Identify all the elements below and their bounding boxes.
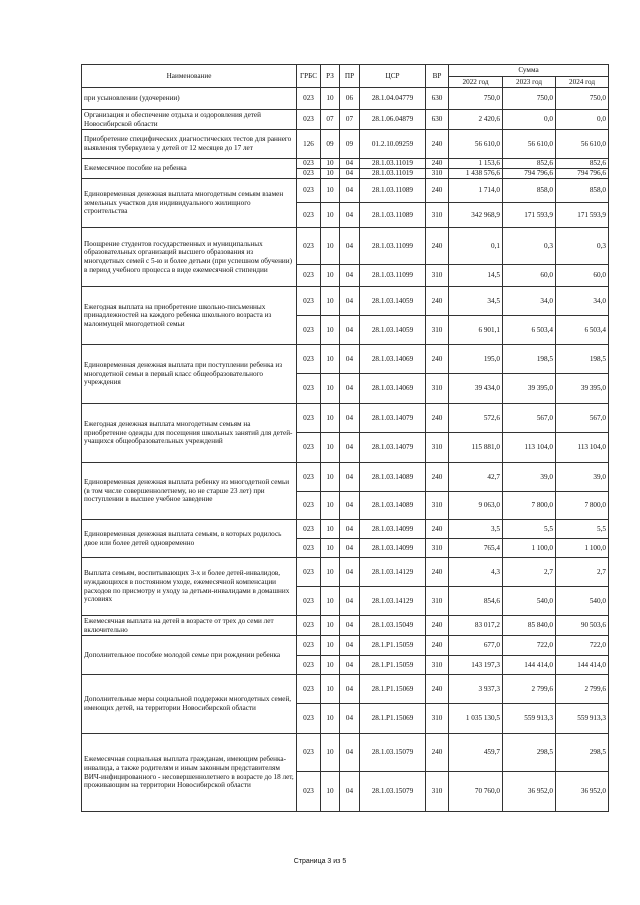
cell-vr: 240 xyxy=(426,287,449,316)
header-grbs: ГРБС xyxy=(297,65,321,88)
table-row xyxy=(82,558,609,587)
cell-rz: 10 xyxy=(321,203,340,228)
cell-vr: 310 xyxy=(426,203,449,228)
cell-grbs: 023 xyxy=(297,345,321,374)
cell-rz: 10 xyxy=(321,492,340,520)
cell-vr: 310 xyxy=(426,587,449,616)
cell-sum-2022: 572,6 xyxy=(449,404,503,433)
cell-sum-2024: 90 503,6 xyxy=(556,616,609,636)
cell-sum-2023: 36 952,0 xyxy=(503,772,556,812)
cell-pr: 04 xyxy=(340,265,360,287)
cell-sum-2023: 540,0 xyxy=(503,587,556,616)
cell-rz: 10 xyxy=(321,734,340,772)
row-name: при усыновлении (удочерении) xyxy=(82,88,297,110)
cell-sum-2024: 794 796,6 xyxy=(556,169,609,179)
cell-rz: 10 xyxy=(321,374,340,404)
cell-grbs: 126 xyxy=(297,130,321,159)
cell-sum-2024: 559 913,3 xyxy=(556,704,609,734)
cell-sum-2022: 143 197,3 xyxy=(449,656,503,675)
cell-csr: 28.1.04.04779 xyxy=(360,88,426,110)
cell-sum-2022: 42,7 xyxy=(449,463,503,492)
cell-sum-2023: 5,5 xyxy=(503,520,556,539)
cell-sum-2022: 0,1 xyxy=(449,228,503,265)
cell-sum-2024: 7 800,0 xyxy=(556,492,609,520)
cell-grbs: 023 xyxy=(297,492,321,520)
cell-vr: 240 xyxy=(426,228,449,265)
cell-sum-2023: 113 104,0 xyxy=(503,433,556,463)
table-row xyxy=(82,675,609,704)
row-name: Организация и обеспечение отдыха и оздоровления детей Новосибирской области xyxy=(82,110,297,130)
cell-grbs: 023 xyxy=(297,587,321,616)
cell-sum-2023: 85 840,0 xyxy=(503,616,556,636)
row-name: Дополнительные меры социальной поддержки многодетных семей, имеющих детей, на территории Новосибирской области xyxy=(82,675,297,734)
cell-sum-2024: 298,5 xyxy=(556,734,609,772)
cell-pr: 04 xyxy=(340,433,360,463)
cell-sum-2024: 56 610,0 xyxy=(556,130,609,159)
cell-pr: 07 xyxy=(340,110,360,130)
cell-pr: 04 xyxy=(340,169,360,179)
cell-pr: 04 xyxy=(340,179,360,203)
header-name: Наименование xyxy=(82,65,297,88)
cell-vr: 240 xyxy=(426,616,449,636)
cell-rz: 10 xyxy=(321,636,340,656)
cell-sum-2024: 540,0 xyxy=(556,587,609,616)
header-year-2022: 2022 год xyxy=(449,77,503,88)
cell-pr: 04 xyxy=(340,772,360,812)
cell-sum-2024: 852,6 xyxy=(556,159,609,169)
cell-csr: 28.1.P1.15069 xyxy=(360,704,426,734)
cell-rz: 10 xyxy=(321,772,340,812)
cell-sum-2024: 0,0 xyxy=(556,110,609,130)
cell-pr: 04 xyxy=(340,539,360,558)
cell-vr: 310 xyxy=(426,374,449,404)
cell-vr: 240 xyxy=(426,345,449,374)
cell-vr: 240 xyxy=(426,734,449,772)
cell-sum-2024: 722,0 xyxy=(556,636,609,656)
cell-pr: 04 xyxy=(340,704,360,734)
cell-pr: 04 xyxy=(340,616,360,636)
row-name: Выплата семьям, воспитывающих 3-х и более детей-инвалидов, нуждающихся в постоянном уходе, ежемесячной компенсации расходов по присмотру и уходу за детьми-инвалидами в домашних условиях xyxy=(82,558,297,616)
row-name: Единовременная денежная выплата ребенку из многодетной семьи (в том числе совершеннолетнему, но не старше 23 лет) при поступлении в высшее учебное заведение xyxy=(82,463,297,520)
cell-csr: 28.1.03.14099 xyxy=(360,520,426,539)
cell-csr: 28.1.03.14089 xyxy=(360,463,426,492)
cell-sum-2023: 298,5 xyxy=(503,734,556,772)
row-name: Поощрение студентов государственных и муниципальных образовательных организаций высшего образования из многодетных семей с 5-ю и более детьми (при успешном обучении) в период учебного процесса в виде ежемесячной стипендии xyxy=(82,228,297,287)
table-row xyxy=(82,520,609,539)
cell-vr: 310 xyxy=(426,492,449,520)
cell-sum-2023: 7 800,0 xyxy=(503,492,556,520)
cell-csr: 28.1.03.11019 xyxy=(360,159,426,169)
cell-rz: 10 xyxy=(321,316,340,345)
cell-sum-2024: 5,5 xyxy=(556,520,609,539)
cell-rz: 10 xyxy=(321,587,340,616)
cell-grbs: 023 xyxy=(297,636,321,656)
cell-sum-2022: 1 714,0 xyxy=(449,179,503,203)
cell-rz: 10 xyxy=(321,520,340,539)
table-row xyxy=(82,159,609,169)
cell-csr: 28.1.03.14059 xyxy=(360,287,426,316)
cell-grbs: 023 xyxy=(297,287,321,316)
cell-pr: 04 xyxy=(340,287,360,316)
cell-vr: 310 xyxy=(426,433,449,463)
cell-grbs: 023 xyxy=(297,734,321,772)
cell-sum-2022: 2 420,6 xyxy=(449,110,503,130)
row-name: Дополнительное пособие молодой семье при рождении ребенка xyxy=(82,636,297,675)
cell-sum-2023: 1 100,0 xyxy=(503,539,556,558)
cell-sum-2022: 342 968,9 xyxy=(449,203,503,228)
cell-csr: 28.1.03.15079 xyxy=(360,772,426,812)
table-body xyxy=(82,88,609,812)
cell-sum-2023: 750,0 xyxy=(503,88,556,110)
cell-sum-2024: 171 593,9 xyxy=(556,203,609,228)
cell-pr: 09 xyxy=(340,130,360,159)
cell-pr: 04 xyxy=(340,228,360,265)
cell-rz: 10 xyxy=(321,433,340,463)
header-year-2024: 2024 год xyxy=(556,77,609,88)
table-row xyxy=(82,404,609,433)
cell-sum-2023: 39 395,0 xyxy=(503,374,556,404)
cell-sum-2024: 39 395,0 xyxy=(556,374,609,404)
cell-csr: 28.1.03.15049 xyxy=(360,616,426,636)
cell-vr: 310 xyxy=(426,265,449,287)
cell-rz: 10 xyxy=(321,228,340,265)
cell-sum-2022: 459,7 xyxy=(449,734,503,772)
cell-sum-2022: 56 610,0 xyxy=(449,130,503,159)
cell-sum-2023: 0,0 xyxy=(503,110,556,130)
cell-sum-2022: 83 017,2 xyxy=(449,616,503,636)
header-csr: ЦСР xyxy=(360,65,426,88)
cell-grbs: 023 xyxy=(297,675,321,704)
cell-vr: 240 xyxy=(426,463,449,492)
cell-grbs: 023 xyxy=(297,203,321,228)
cell-sum-2022: 70 760,0 xyxy=(449,772,503,812)
cell-sum-2024: 2,7 xyxy=(556,558,609,587)
row-name: Ежегодная выплата на приобретение школьно-письменных принадлежностей на каждого ребенка школьного возраста из малоимущей многодетной семьи xyxy=(82,287,297,345)
cell-sum-2022: 4,3 xyxy=(449,558,503,587)
cell-pr: 04 xyxy=(340,636,360,656)
cell-pr: 04 xyxy=(340,463,360,492)
cell-rz: 10 xyxy=(321,169,340,179)
row-name: Ежемесячное пособие на ребенка xyxy=(82,159,297,179)
cell-sum-2024: 1 100,0 xyxy=(556,539,609,558)
row-name: Ежемесячная социальная выплата гражданам, имеющим ребенка-инвалида, а также родителям и иным законным представителям ВИЧ-инфицированного - несовершеннолетнего в возрасте до 18 лет, проживающим на территории Новосибирской области xyxy=(82,734,297,812)
cell-rz: 10 xyxy=(321,675,340,704)
cell-rz: 10 xyxy=(321,616,340,636)
cell-pr: 04 xyxy=(340,656,360,675)
cell-csr: 28.1.03.11099 xyxy=(360,265,426,287)
cell-sum-2024: 6 503,4 xyxy=(556,316,609,345)
cell-sum-2023: 858,0 xyxy=(503,179,556,203)
cell-rz: 10 xyxy=(321,539,340,558)
cell-csr: 28.1.03.14069 xyxy=(360,374,426,404)
cell-csr: 28.1.03.11089 xyxy=(360,179,426,203)
cell-sum-2022: 195,0 xyxy=(449,345,503,374)
cell-rz: 10 xyxy=(321,179,340,203)
table-row xyxy=(82,345,609,374)
cell-vr: 630 xyxy=(426,110,449,130)
cell-pr: 06 xyxy=(340,88,360,110)
cell-grbs: 023 xyxy=(297,169,321,179)
cell-sum-2023: 56 610,0 xyxy=(503,130,556,159)
cell-vr: 630 xyxy=(426,88,449,110)
cell-grbs: 023 xyxy=(297,159,321,169)
cell-sum-2023: 559 913,3 xyxy=(503,704,556,734)
cell-sum-2022: 14,5 xyxy=(449,265,503,287)
table-header xyxy=(82,65,609,88)
cell-pr: 04 xyxy=(340,492,360,520)
cell-grbs: 023 xyxy=(297,228,321,265)
cell-pr: 04 xyxy=(340,675,360,704)
cell-pr: 04 xyxy=(340,587,360,616)
cell-vr: 240 xyxy=(426,159,449,169)
cell-sum-2023: 0,3 xyxy=(503,228,556,265)
cell-sum-2024: 36 952,0 xyxy=(556,772,609,812)
cell-vr: 240 xyxy=(426,558,449,587)
header-pr: ПР xyxy=(340,65,360,88)
table-row xyxy=(82,734,609,772)
cell-pr: 04 xyxy=(340,159,360,169)
cell-sum-2023: 39,0 xyxy=(503,463,556,492)
cell-sum-2022: 750,0 xyxy=(449,88,503,110)
cell-sum-2024: 198,5 xyxy=(556,345,609,374)
cell-sum-2023: 794 796,6 xyxy=(503,169,556,179)
cell-csr: 28.1.03.14079 xyxy=(360,433,426,463)
cell-sum-2022: 3 937,3 xyxy=(449,675,503,704)
cell-sum-2023: 34,0 xyxy=(503,287,556,316)
cell-sum-2024: 60,0 xyxy=(556,265,609,287)
cell-grbs: 023 xyxy=(297,316,321,345)
cell-vr: 240 xyxy=(426,130,449,159)
row-name: Единовременная денежная выплата многодетным семьям взамен земельных участков для индивидуального жилищного строительства xyxy=(82,179,297,228)
cell-grbs: 023 xyxy=(297,656,321,675)
cell-sum-2022: 854,6 xyxy=(449,587,503,616)
cell-sum-2023: 852,6 xyxy=(503,159,556,169)
cell-sum-2023: 144 414,0 xyxy=(503,656,556,675)
cell-csr: 28.1.03.14129 xyxy=(360,587,426,616)
cell-sum-2022: 1 035 130,5 xyxy=(449,704,503,734)
cell-vr: 240 xyxy=(426,636,449,656)
cell-pr: 04 xyxy=(340,345,360,374)
cell-sum-2022: 115 881,0 xyxy=(449,433,503,463)
row-name: Ежемесячная выплата на детей в возрасте от трех до семи лет включительно xyxy=(82,616,297,636)
cell-rz: 10 xyxy=(321,345,340,374)
row-name: Ежегодная денежная выплата многодетным семьям на приобретение одежды для посещения школьных занятий для детей-учащихся общеобразовательных учреждений xyxy=(82,404,297,463)
cell-rz: 09 xyxy=(321,130,340,159)
cell-csr: 28.1.03.15079 xyxy=(360,734,426,772)
cell-csr: 28.1.P1.15059 xyxy=(360,656,426,675)
cell-sum-2022: 6 901,1 xyxy=(449,316,503,345)
cell-vr: 310 xyxy=(426,656,449,675)
cell-csr: 28.1.06.04879 xyxy=(360,110,426,130)
cell-rz: 10 xyxy=(321,656,340,675)
cell-csr: 28.1.03.14089 xyxy=(360,492,426,520)
cell-csr: 01.2.10.09259 xyxy=(360,130,426,159)
cell-grbs: 023 xyxy=(297,265,321,287)
cell-vr: 240 xyxy=(426,520,449,539)
budget-table xyxy=(81,64,609,812)
cell-csr: 28.1.03.14079 xyxy=(360,404,426,433)
table-row xyxy=(82,110,609,130)
cell-sum-2023: 198,5 xyxy=(503,345,556,374)
cell-sum-2024: 144 414,0 xyxy=(556,656,609,675)
cell-rz: 10 xyxy=(321,88,340,110)
cell-sum-2022: 39 434,0 xyxy=(449,374,503,404)
header-sum: Сумма xyxy=(449,65,609,77)
cell-rz: 10 xyxy=(321,265,340,287)
cell-sum-2023: 722,0 xyxy=(503,636,556,656)
row-name: Единовременная денежная выплата семьям, в которых родилось двое или более детей одновременно xyxy=(82,520,297,558)
cell-grbs: 023 xyxy=(297,539,321,558)
cell-sum-2022: 677,0 xyxy=(449,636,503,656)
cell-pr: 04 xyxy=(340,374,360,404)
cell-pr: 04 xyxy=(340,558,360,587)
table-row xyxy=(82,463,609,492)
cell-csr: 28.1.03.14099 xyxy=(360,539,426,558)
cell-csr: 28.1.P1.15069 xyxy=(360,675,426,704)
cell-sum-2022: 1 438 576,6 xyxy=(449,169,503,179)
cell-pr: 04 xyxy=(340,520,360,539)
cell-sum-2023: 171 593,9 xyxy=(503,203,556,228)
cell-sum-2024: 858,0 xyxy=(556,179,609,203)
table-row xyxy=(82,636,609,656)
cell-rz: 10 xyxy=(321,704,340,734)
cell-grbs: 023 xyxy=(297,772,321,812)
cell-sum-2023: 2 799,6 xyxy=(503,675,556,704)
cell-sum-2022: 765,4 xyxy=(449,539,503,558)
table-row xyxy=(82,228,609,265)
header-rz: РЗ xyxy=(321,65,340,88)
cell-vr: 310 xyxy=(426,772,449,812)
cell-vr: 310 xyxy=(426,539,449,558)
cell-sum-2022: 34,5 xyxy=(449,287,503,316)
cell-sum-2024: 0,3 xyxy=(556,228,609,265)
cell-csr: 28.1.03.14059 xyxy=(360,316,426,345)
cell-grbs: 023 xyxy=(297,433,321,463)
cell-grbs: 023 xyxy=(297,404,321,433)
cell-vr: 240 xyxy=(426,404,449,433)
row-name: Приобретение специфических диагностических тестов для раннего выявления туберкулеза у детей от 12 месяцев до 17 лет xyxy=(82,130,297,159)
cell-csr: 28.1.03.11019 xyxy=(360,169,426,179)
cell-sum-2023: 2,7 xyxy=(503,558,556,587)
cell-rz: 10 xyxy=(321,159,340,169)
cell-sum-2023: 60,0 xyxy=(503,265,556,287)
table-row xyxy=(82,287,609,316)
header-year-2023: 2023 год xyxy=(503,77,556,88)
cell-sum-2023: 567,0 xyxy=(503,404,556,433)
table-row xyxy=(82,88,609,110)
cell-sum-2022: 3,5 xyxy=(449,520,503,539)
cell-grbs: 023 xyxy=(297,558,321,587)
cell-grbs: 023 xyxy=(297,520,321,539)
cell-vr: 240 xyxy=(426,179,449,203)
cell-sum-2023: 6 503,4 xyxy=(503,316,556,345)
cell-grbs: 023 xyxy=(297,110,321,130)
cell-pr: 04 xyxy=(340,316,360,345)
cell-vr: 240 xyxy=(426,675,449,704)
cell-sum-2024: 34,0 xyxy=(556,287,609,316)
cell-csr: 28.1.03.14069 xyxy=(360,345,426,374)
cell-rz: 07 xyxy=(321,110,340,130)
table-row xyxy=(82,179,609,203)
cell-rz: 10 xyxy=(321,287,340,316)
cell-rz: 10 xyxy=(321,463,340,492)
cell-sum-2022: 9 063,0 xyxy=(449,492,503,520)
cell-sum-2024: 39,0 xyxy=(556,463,609,492)
cell-csr: 28.1.03.11089 xyxy=(360,203,426,228)
cell-rz: 10 xyxy=(321,404,340,433)
cell-pr: 04 xyxy=(340,404,360,433)
table-row xyxy=(82,616,609,636)
cell-sum-2022: 1 153,6 xyxy=(449,159,503,169)
cell-grbs: 023 xyxy=(297,88,321,110)
cell-sum-2024: 113 104,0 xyxy=(556,433,609,463)
cell-pr: 04 xyxy=(340,734,360,772)
cell-csr: 28.1.03.14129 xyxy=(360,558,426,587)
cell-grbs: 023 xyxy=(297,374,321,404)
cell-vr: 310 xyxy=(426,169,449,179)
table-row xyxy=(82,130,609,159)
cell-csr: 28.1.P1.15059 xyxy=(360,636,426,656)
cell-vr: 310 xyxy=(426,704,449,734)
cell-grbs: 023 xyxy=(297,616,321,636)
cell-rz: 10 xyxy=(321,558,340,587)
cell-sum-2024: 567,0 xyxy=(556,404,609,433)
cell-grbs: 023 xyxy=(297,704,321,734)
cell-grbs: 023 xyxy=(297,463,321,492)
cell-pr: 04 xyxy=(340,203,360,228)
page-number: Страница 3 из 5 xyxy=(293,858,347,865)
cell-sum-2024: 750,0 xyxy=(556,88,609,110)
cell-sum-2024: 2 799,6 xyxy=(556,675,609,704)
header-vr: ВР xyxy=(426,65,449,88)
cell-vr: 310 xyxy=(426,316,449,345)
row-name: Единовременная денежная выплата при поступлении ребенка из многодетной семьи в первый класс общеобразовательного учреждения xyxy=(82,345,297,404)
cell-grbs: 023 xyxy=(297,179,321,203)
cell-csr: 28.1.03.11099 xyxy=(360,228,426,265)
